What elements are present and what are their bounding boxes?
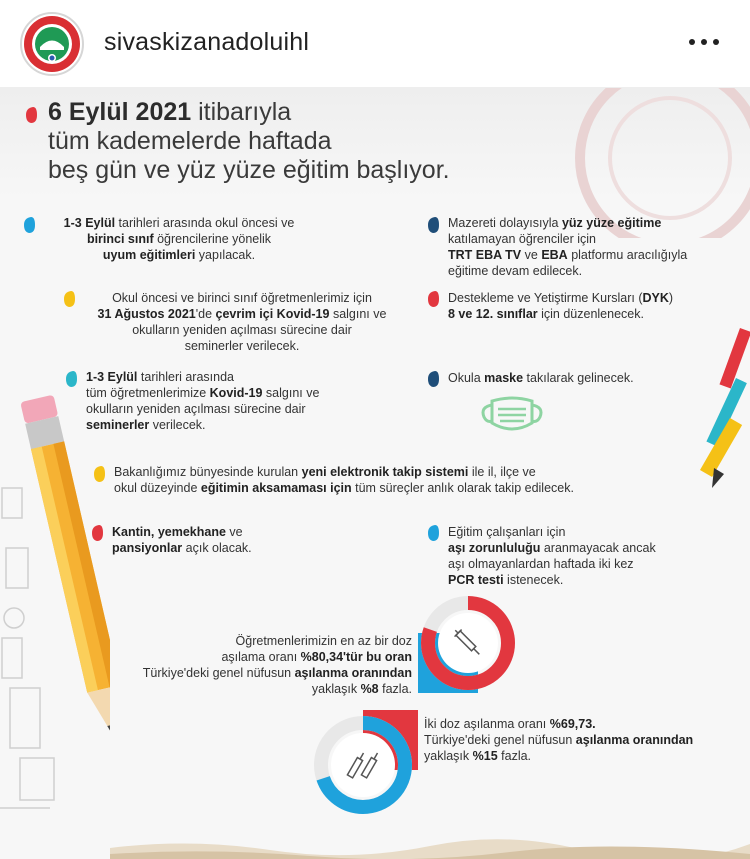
item-text: ile il, ilçe ve — [468, 465, 536, 479]
donut-hole — [438, 613, 498, 673]
item-text: Destekleme ve Yetiştirme Kursları ( — [448, 291, 643, 305]
item-text: DYK — [642, 291, 669, 305]
list-item — [448, 370, 728, 386]
item-text: aşılama oranı — [221, 650, 301, 664]
item-text: açık olacak. — [182, 541, 252, 555]
item-text: fazla. — [497, 749, 532, 763]
item-text: PCR testi — [448, 573, 504, 587]
headline-line2: tüm kademelerde haftada — [48, 127, 332, 155]
list-item — [448, 524, 738, 588]
item-text: tüm süreçler anlık olarak takip edilecek. — [351, 481, 574, 495]
list-item — [86, 369, 386, 433]
item-text: maske — [484, 371, 524, 385]
item-text: Mazereti dolayısıyla — [448, 216, 562, 230]
item-text: yaklaşık — [311, 682, 361, 696]
item-text: %8 — [360, 682, 379, 696]
item-text: ) — [668, 291, 674, 305]
list-item — [448, 215, 743, 279]
drop-bullet-icon — [426, 524, 440, 542]
decorative-paper-strip — [110, 818, 750, 859]
drop-bullet-icon — [24, 106, 38, 124]
pencil-illustration — [700, 318, 750, 518]
item-text: platformu aracılığıyla — [567, 248, 688, 262]
item-text: tüm öğretmenlerimize — [86, 386, 210, 400]
item-text: %15 — [472, 749, 498, 763]
item-text: seminerler — [86, 418, 150, 432]
drop-bullet-icon — [426, 290, 440, 308]
item-text: aşı zorunluluğu — [448, 541, 541, 555]
item-text: EBA — [541, 248, 568, 262]
school-logo — [22, 14, 82, 74]
avatar[interactable] — [20, 12, 84, 76]
item-text: Öğretmenlerimizin en az bir doz — [235, 634, 412, 648]
item-text: tarihleri arasında okul öncesi ve — [115, 216, 295, 230]
item-text: tarihleri arasında — [137, 370, 234, 384]
item-text: okul düzeyinde — [114, 481, 201, 495]
item-text: eğitimin aksamaması için — [200, 481, 352, 495]
item-text: istenecek. — [503, 573, 564, 587]
item-text: okulların yeniden açılması sürecine dair — [86, 402, 306, 416]
item-text: yapılacak. — [195, 248, 256, 262]
item-text: Türkiye'deki genel nüfusun — [424, 733, 576, 747]
item-text: salgını ve — [329, 307, 387, 321]
item-text: yaklaşık — [424, 749, 473, 763]
item-text: 1-3 Eylül — [63, 216, 116, 230]
list-item — [114, 464, 674, 496]
item-text: katılamayan öğrenciler için — [448, 232, 596, 246]
item-text: ve — [521, 248, 542, 262]
item-text: %69,73. — [549, 717, 596, 731]
post-header — [0, 0, 750, 88]
item-text: Türkiye'deki genel nüfusun — [142, 666, 295, 680]
item-text: salgını ve — [262, 386, 320, 400]
item-text: uyum eğitimleri — [102, 248, 196, 262]
item-text: takılarak gelinecek. — [523, 371, 634, 385]
list-item — [82, 290, 402, 354]
item-text: Okula — [448, 371, 485, 385]
item-text: 1-3 Eylül — [86, 370, 138, 384]
item-text: aşı olmayanlardan haftada iki kez — [448, 557, 634, 571]
item-text: yeni elektronik takip sistemi — [301, 465, 469, 479]
headline-date: 6 Eylül 2021 — [48, 98, 192, 126]
drop-bullet-icon — [22, 216, 36, 234]
item-text: pansiyonlar — [112, 541, 183, 555]
list-item — [448, 290, 743, 322]
post-image — [0, 88, 750, 859]
item-text: Kovid-19 — [209, 386, 263, 400]
item-text: çevrim içi Kovid-19 — [215, 307, 330, 321]
item-text: okulların yeniden açılması sürecine dair — [132, 323, 352, 337]
list-item — [112, 524, 332, 556]
item-text: aşılanma oranından — [575, 733, 694, 747]
headline — [48, 98, 450, 185]
drop-bullet-icon — [62, 290, 76, 308]
item-text: İki doz aşılanma oranı — [424, 717, 550, 731]
item-text: Eğitim çalışanları için — [448, 525, 566, 539]
item-text: verilecek. — [149, 418, 206, 432]
item-text: fazla. — [378, 682, 412, 696]
username[interactable]: sivaskizanadoluihl — [104, 28, 310, 56]
item-text: 'de — [195, 307, 216, 321]
drop-bullet-icon — [64, 370, 78, 388]
item-text: birinci sınıf — [86, 232, 154, 246]
item-text: için düzenlenecek. — [537, 307, 644, 321]
item-text: Kantin, yemekhane — [112, 525, 226, 539]
list-item — [44, 215, 314, 263]
item-text: Okul öncesi ve birinci sınıf öğretmenlerimiz için — [112, 291, 372, 305]
face-mask-icon — [478, 393, 546, 437]
donut-hole — [331, 733, 395, 797]
item-text: Bakanlığımız bünyesinde kurulan — [114, 465, 302, 479]
item-text: aşılanma oranından — [294, 666, 412, 680]
item-text: 31 Ağustos 2021 — [97, 307, 196, 321]
drop-bullet-icon — [426, 216, 440, 234]
item-text: yüz yüze eğitime — [561, 216, 662, 230]
pencil-illustration — [0, 388, 110, 859]
headline-line1: itibarıyla — [191, 98, 292, 126]
item-text: öğrencilerine yönelik — [153, 232, 272, 246]
item-text: TRT EBA TV — [448, 248, 522, 262]
drop-bullet-icon — [426, 370, 440, 388]
item-text: ve — [225, 525, 243, 539]
more-horizontal-icon[interactable] — [686, 28, 722, 58]
double-dose-donut — [308, 710, 418, 820]
double-dose-stat — [424, 716, 744, 764]
item-text: aranmayacak ancak — [540, 541, 656, 555]
single-dose-stat — [100, 633, 412, 697]
item-text: 8 ve 12. sınıflar — [448, 307, 538, 321]
single-dose-donut — [418, 593, 518, 693]
item-text: %80,34'tür bu oran — [300, 650, 412, 664]
headline-line3: beş gün ve yüz yüze eğitim başlıyor. — [48, 156, 450, 184]
item-text: seminerler verilecek. — [184, 339, 300, 353]
item-text: eğitime devam edilecek. — [448, 264, 583, 278]
